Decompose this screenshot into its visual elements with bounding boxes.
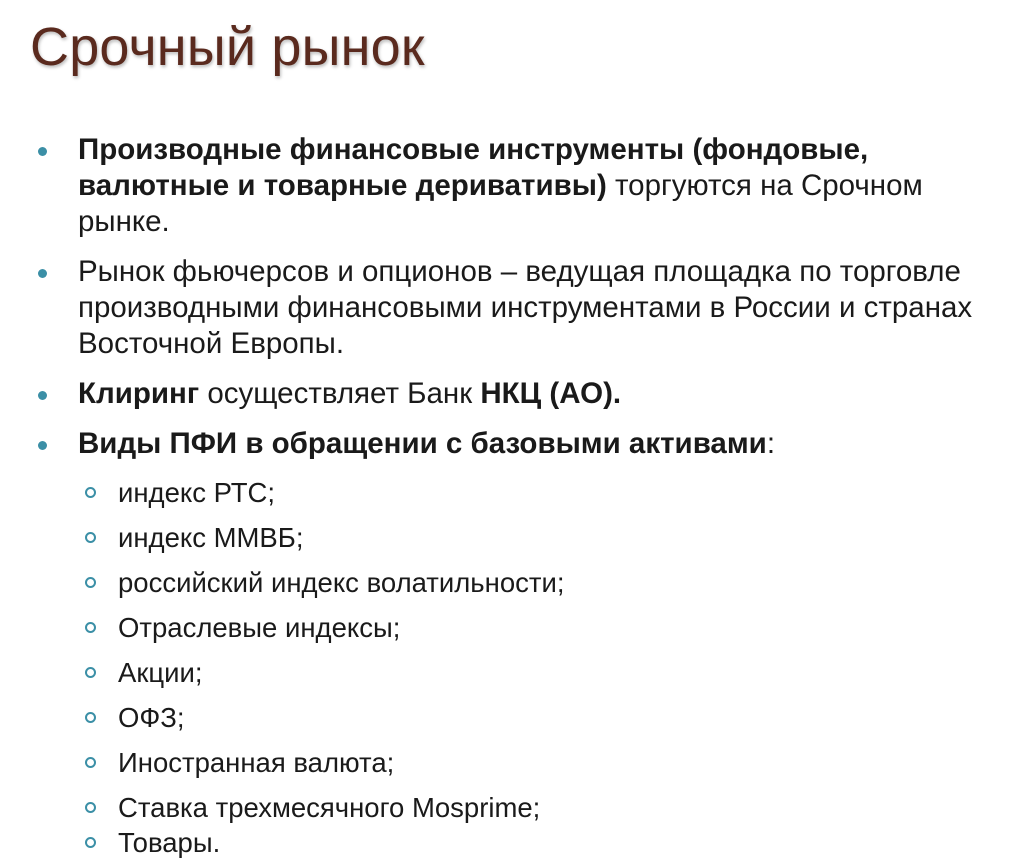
bullet-item-pfi-types [78,426,1013,462]
sub-item [118,746,998,780]
bullet-text: Рынок фьючерсов и опционов – ведущая площадка по торговле производными финансовыми инструментами в России и странах Восточной Европы. [78,255,973,360]
bullet-bold-text: Виды ПФИ в обращении с базовыми активами [78,427,767,460]
circle-bullet-icon [85,577,96,588]
circle-bullet-icon [85,532,96,543]
sub-item [118,656,998,690]
sub-item [118,791,998,825]
sub-item-text: Товары. [118,827,221,858]
circle-bullet-icon [85,712,96,723]
circle-bullet-icon [85,802,96,813]
sub-item-text: Ставка трехмесячного Mosprime; [118,792,541,823]
sub-item-text: индекс ММВБ; [118,522,304,553]
bullet-text: торгуются на Срочном рынке. [78,169,923,238]
bullet-bold-text: Производные финансовые инструменты (фондовые, валютные и товарные деривативы) [78,133,869,202]
sub-item-text: индекс РТС; [118,477,276,508]
bullet-bold-text: Клиринг [78,377,200,410]
bullet-dot-icon [38,147,47,156]
sub-item [118,611,998,645]
bullet-bold-text: НКЦ (АО). [480,377,622,410]
sub-item-text: Отраслевые индексы; [118,612,401,643]
slide-title: Срочный рынок [30,17,425,77]
sub-item [118,476,998,510]
sub-item [118,521,998,555]
circle-bullet-icon [85,757,96,768]
bullet-item-derivatives [78,132,1013,240]
circle-bullet-icon [85,622,96,633]
circle-bullet-icon [85,667,96,678]
bullet-text: осуществляет Банк [199,377,481,410]
bullet-item-futures-market [78,254,1013,362]
bullet-dot-icon [38,441,47,450]
bullet-text: : [766,427,776,460]
circle-bullet-icon [85,487,96,498]
sub-item-text: Иностранная валюта; [118,747,395,778]
sub-item-text: Акции; [118,657,203,688]
sub-item [118,826,998,860]
bullet-dot-icon [38,269,47,278]
sub-item [118,566,998,600]
sub-item-text: ОФЗ; [118,702,185,733]
bullet-item-clearing [78,376,1013,412]
bullet-dot-icon [38,391,47,400]
sub-item-text: российский индекс волатильности; [118,567,565,598]
sub-item [118,701,998,735]
circle-bullet-icon [85,837,96,848]
